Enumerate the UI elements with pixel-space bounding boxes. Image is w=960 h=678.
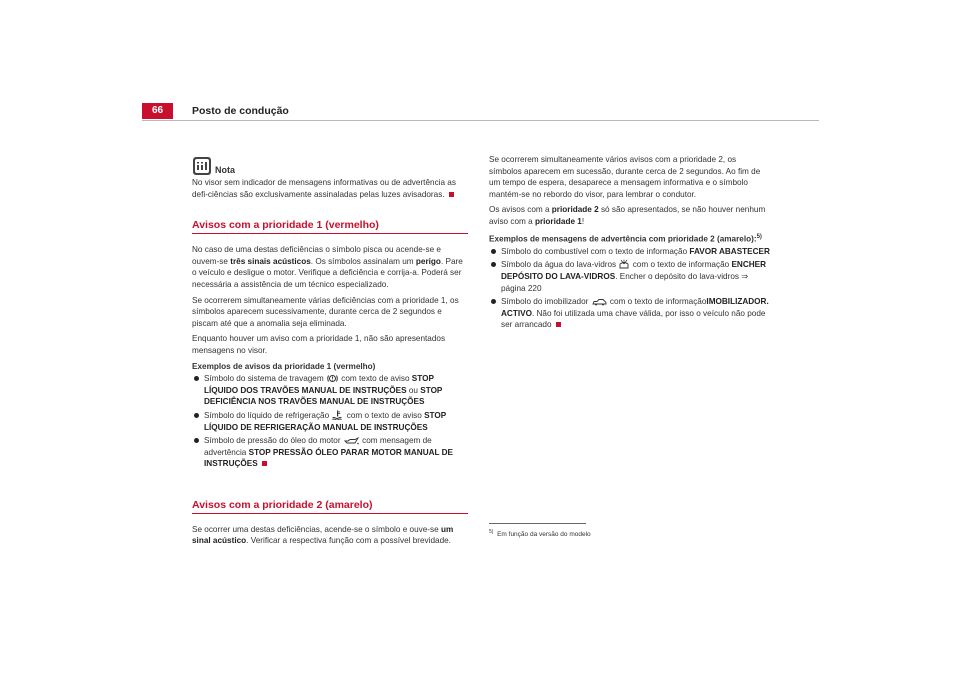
list-item: Símbolo do imobilizador com o texto de informaçãoIMOBILIZADOR. ACTIVO. Não foi utilizada uma chave válida, por isso o veículo não pode ser arrancado <box>489 296 771 331</box>
immobilizer-car-icon <box>592 298 607 306</box>
section1-paragraph-1: No caso de uma destas deficiências o símbolo pisca ou acende-se e ouvem-se três sinais acústicos. Os símbolos assinalam um perigo. Pare o veículo e desligue o motor. Verifique a deficiência e corrija-a. Poderá ser necessária a assistência de um técnico especializado. <box>192 245 463 289</box>
brake-warning-icon <box>327 374 338 383</box>
section-heading-priority-2: Avisos com a prioridade 2 (amarelo) <box>192 498 468 514</box>
footnote-reference: 5) <box>756 233 762 240</box>
note-info-icon <box>192 156 212 176</box>
end-marker <box>449 192 454 197</box>
footnote-rule <box>489 523 586 524</box>
list-item: Símbolo de pressão do óleo do motor com mensagem de advertência STOP PRESSÃO ÓLEO PARAR MOTOR MANUAL DE INSTRUÇÕES <box>192 435 468 470</box>
section2-paragraph-1: Se ocorrer uma destas deficiências, acende-se o símbolo e ouve-se um sinal acústico. Verificar a respectiva função com a possível brevidade. <box>192 524 454 546</box>
footnote: $^{5)}$ Em função da versão do modelo <box>489 529 591 539</box>
priority-1-list <box>192 373 468 470</box>
end-marker <box>262 461 267 466</box>
section1-paragraph-3: Enquanto houver um aviso com a prioridade 1, não são apresentados mensagens no visor. <box>192 334 446 355</box>
note-text: No visor sem indicador de mensagens informativas ou de advertência as defi-ciências são exclusivamente assinaladas pelas luzes avisadoras. <box>192 178 456 199</box>
list-item: Símbolo da água do lava-vidros com o texto de informação ENCHER DEPÓSITO DO LAVA-VIDROS. Encher o depósito do lava-vidros ⇒ página 220 <box>489 259 771 294</box>
right-paragraph-1: Se ocorrerem simultaneamente vários avisos com a prioridade 2, os símbolos aparecem em sucessão, durante cerca de 2 segundos. Ao fim de um tempo de espera, desaparece a mensagem informativa e o símbolo mantém-se no rebordo do visor, para lembrar o condutor. <box>489 155 761 199</box>
note-header <box>192 150 468 176</box>
note-title: Nota <box>215 165 235 175</box>
washer-fluid-icon <box>619 259 629 269</box>
oil-pressure-icon <box>344 437 359 445</box>
end-marker <box>556 322 561 327</box>
coolant-temperature-icon <box>332 410 343 420</box>
list-item: Símbolo do combustível com o texto de informação FAVOR ABASTECER <box>489 246 771 258</box>
page-number: 66 <box>142 103 173 119</box>
priority-2-list <box>489 246 771 331</box>
examples-heading-priority-1: Exemplos de avisos da prioridade 1 (vermelho) <box>192 361 376 371</box>
right-column <box>489 154 771 333</box>
left-column <box>192 150 468 551</box>
list-item: Símbolo do sistema de travagem com texto de aviso STOP LÍQUIDO DOS TRAVÕES MANUAL DE INSTRUÇÕES ou STOP DEFICIÊNCIA NOS TRAVÕES MANUAL DE INSTRUÇÕES <box>192 373 468 408</box>
right-paragraph-2: Os avisos com a prioridade 2 só são apresentados, se não houver nenhum aviso com a prioridade 1! <box>489 205 766 226</box>
section1-paragraph-2: Se ocorrerem simultaneamente várias deficiências com a prioridade 1, os símbolos aparecem sucessivamente, durante cerca de 2 segundos e piscam até que a anomalia seja eliminada. <box>192 295 459 328</box>
examples-heading-priority-2: Exemplos de mensagens de advertência com prioridade 2 (amarelo):$^{5)}$ <box>489 233 762 244</box>
section-heading-priority-1: Avisos com a prioridade 1 (vermelho) <box>192 218 468 234</box>
page-title: Posto de condução <box>192 105 289 117</box>
list-item: Símbolo do líquido de refrigeração com o texto de aviso STOP LÍQUIDO DE REFRIGERAÇÃO MANUAL DE INSTRUÇÕES <box>192 410 468 433</box>
